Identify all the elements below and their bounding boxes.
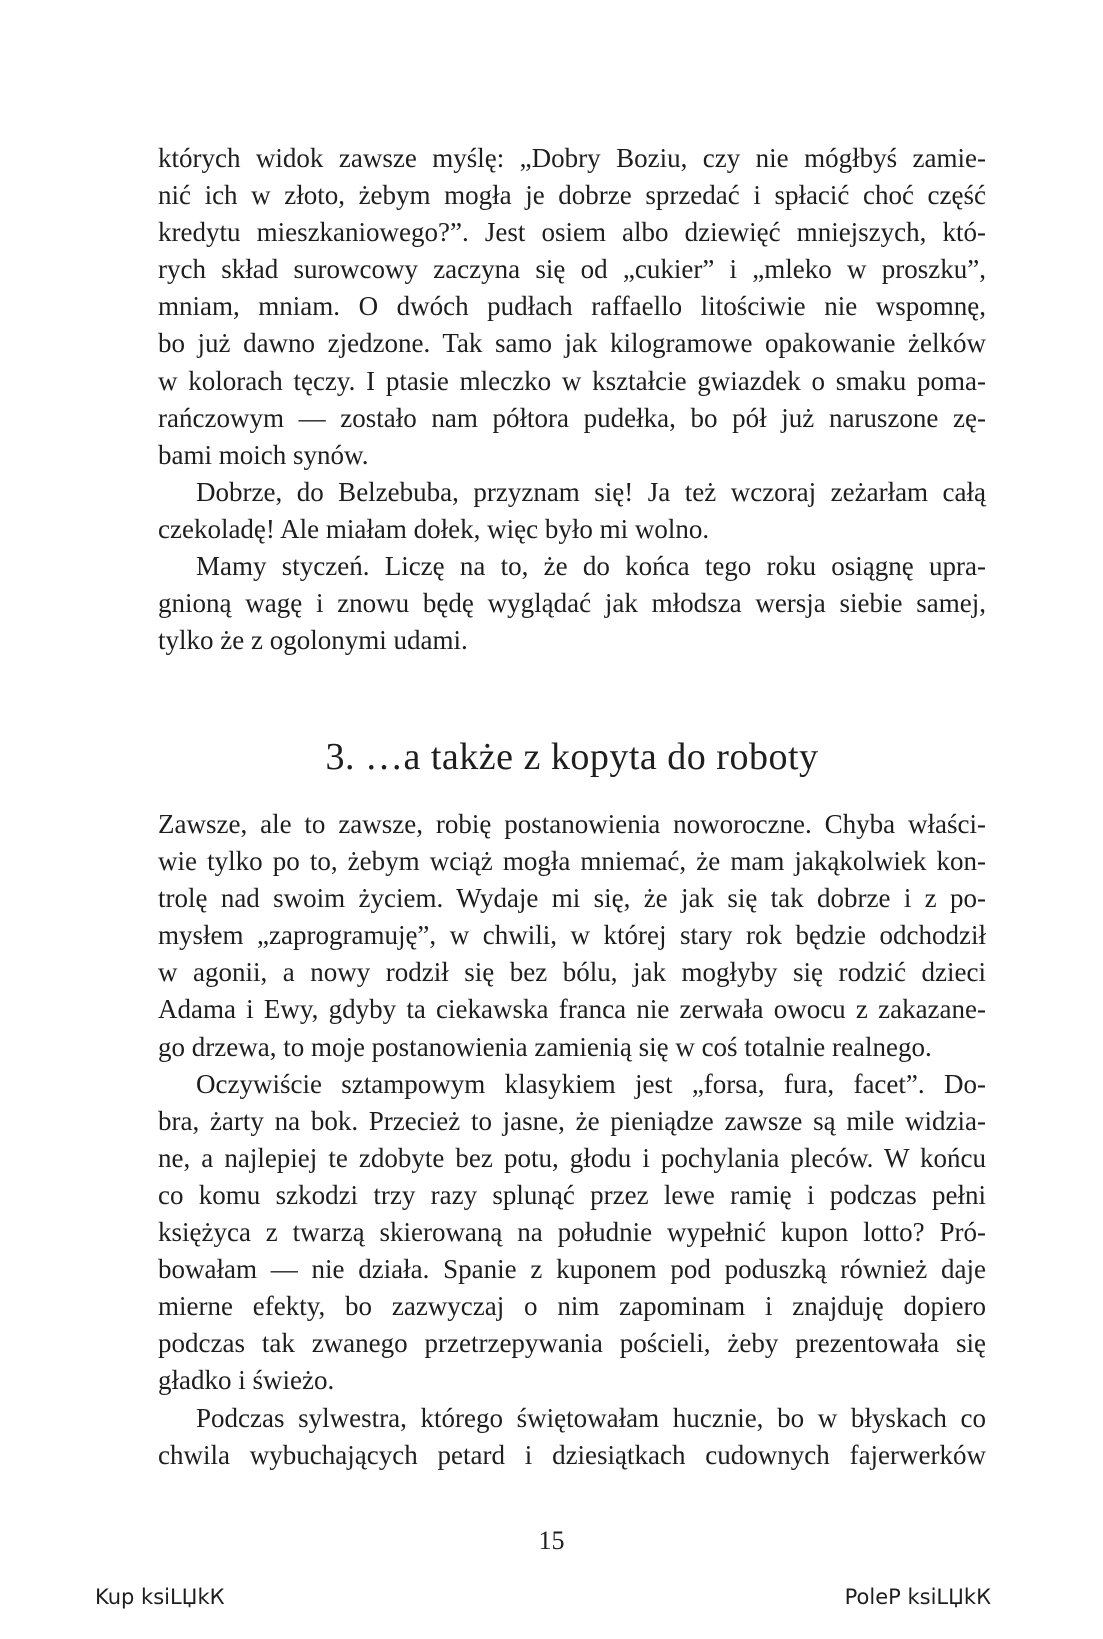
text-line: mniam, mniam. O dwóch pudłach raffaello litościwie nie wspomnę,	[158, 291, 986, 322]
text-line: chwila wybuchających petard i dziesiątkach cudownych fajerwerków	[158, 1439, 986, 1470]
text-line: księżyca z twarzą skierowaną na południe wypełnić kupon lotto? Pró-	[158, 1217, 986, 1248]
text-line: których widok zawsze myślę: „Dobry Boziu, czy nie mógłbyś zamie-	[158, 143, 986, 173]
text-line: mysłem „zaprogramuję”, w chwili, w której stary rok będzie odchodził	[158, 920, 986, 951]
text-line: czekoladę! Ale miałam dołek, więc było mi wolno.	[158, 513, 710, 544]
text-line: nić ich w złoto, żebym mogła je dobrze sprzedać i spłacić choć część	[158, 180, 986, 211]
page-number: 15	[538, 1526, 565, 1555]
paragraph	[158, 1066, 986, 1400]
paragraph	[158, 806, 986, 1066]
text-line: Mamy styczeń. Liczę na to, że do końca tego roku osiągnę upra-	[196, 551, 986, 582]
body-text-chapter	[158, 806, 986, 1474]
text-line: gnioną wagę i znowu będę wyglądać jak młodsza wersja siebie samej,	[158, 588, 986, 619]
chapter-heading: 3. …a także z kopyta do roboty	[325, 736, 819, 778]
text-line: gładko i świeżo.	[158, 1365, 335, 1396]
text-line: co komu szkodzi trzy razy splunąć przez lewe ramię i podczas pełni	[158, 1179, 986, 1210]
text-line: Dobrze, do Belzebuba, przyznam się! Ja też wczoraj zeżarłam całą	[196, 476, 986, 507]
paragraph	[158, 474, 986, 548]
buy-book-link[interactable]: Kup ksiLЏkК	[95, 1585, 225, 1609]
text-line: wie tylko po to, żebym wciąż mogła mniemać, że mam jakąkolwiek kon-	[158, 846, 986, 877]
text-line: trolę nad swoim życiem. Wydaje mi się, że jak się tak dobrze i z po-	[158, 883, 986, 914]
paragraph	[158, 548, 986, 659]
text-line: bami moich synów.	[158, 439, 369, 470]
text-line: bo już dawno zjedzone. Tak samo jak kilogramowe opakowanie żelków	[158, 328, 986, 359]
text-line: bowałam — nie działa. Spanie z kuponem pod poduszką również daje	[158, 1254, 986, 1285]
text-line: podczas tak zwanego przetrzepywania pościeli, żeby prezentowała się	[158, 1328, 986, 1359]
recommend-book-link[interactable]: PoleР ksiLЏkК	[844, 1585, 991, 1609]
text-line: tylko że z ogolonymi udami.	[158, 625, 468, 656]
text-line: Adama i Ewy, gdyby ta ciekawska franca nie zerwała owocu z zakazane-	[158, 994, 986, 1025]
text-line: Podczas sylwestra, którego świętowałam hucznie, bo w błyskach co	[196, 1402, 986, 1433]
text-line: kredytu mieszkaniowego?”. Jest osiem albo dziewięć mniejszych, któ-	[158, 217, 986, 248]
text-line: go drzewa, to moje postanowienia zamienią się w coś totalnie realnego.	[158, 1031, 932, 1062]
text-line: bra, żarty na bok. Przecież to jasne, że pieniądze zawsze są mile widzia-	[158, 1105, 986, 1136]
text-line: w agonii, a nowy rodził się bez bólu, jak mogłyby się rodzić dzieci	[158, 957, 986, 988]
text-line: Zawsze, ale to zawsze, robię postanowienia noworoczne. Chyba właści-	[158, 809, 986, 839]
text-line: Oczywiście sztampowym klasykiem jest „forsa, fura, facet”. Do-	[196, 1068, 986, 1099]
paragraph	[158, 140, 986, 474]
text-line: rańczowym — zostało nam półtora pudełka, bo pół już naruszone zę-	[158, 402, 986, 433]
paragraph	[158, 1400, 986, 1474]
text-line: rych skład surowcowy zaczyna się od „cukier” i „mleko w proszku”,	[158, 254, 986, 285]
body-text-top	[158, 140, 986, 659]
text-line: ne, a najlepiej te zdobyte bez potu, głodu i pochylania pleców. W końcu	[158, 1142, 986, 1173]
text-line: mierne efekty, bo zazwyczaj o nim zapominam i znajduję dopiero	[158, 1291, 986, 1322]
text-line: w kolorach tęczy. I ptasie mleczko w kształcie gwiazdek o smaku poma-	[158, 365, 986, 396]
